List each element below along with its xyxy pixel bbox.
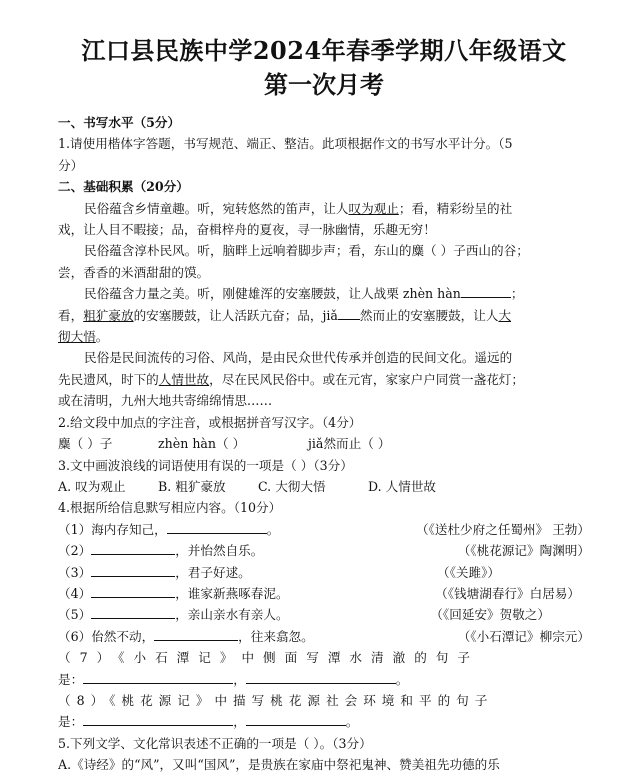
wavy-word-3b: 彻大悟 — [58, 329, 96, 345]
answer-blank[interactable] — [91, 542, 175, 555]
q3-option-c[interactable]: C. 大彻大悟 — [258, 478, 326, 494]
q2-option[interactable]: 麋（ ）子 — [58, 436, 113, 452]
passage-p2-line-1: 民俗蕴含淳朴民风。听，脑畔上远响着脚步声；看，东山的麋（ ）子西山的谷； — [84, 243, 529, 259]
q3-option-a[interactable]: A. 叹为观止 — [58, 478, 126, 494]
exam-title: 江口县民族中学2024年春季学期八年级语文 — [81, 36, 567, 65]
wavy-word-4: 人情世故 — [158, 371, 210, 387]
poem-source: （《送杜少府之任蜀州》 王勃） — [415, 521, 590, 537]
answer-blank[interactable] — [83, 671, 233, 684]
poem-source: （《小石潭记》柳宗元） — [457, 628, 590, 644]
passage-p3-line-1: 民俗蕴含力量之美。听，刚健雄浑的安塞腰鼓，让人战栗 zhèn hàn ； — [84, 286, 524, 302]
poem-item: （4） ，谁家新燕啄春泥。 （《钱塘湖春行》白居易） — [58, 583, 590, 604]
q4-7-line-2: 是： ， 。 — [58, 671, 409, 687]
answer-blank[interactable] — [91, 606, 175, 619]
answer-blank[interactable] — [461, 285, 511, 298]
q4-stem: 4.根据所给信息默写相应内容。（10分） — [58, 500, 282, 516]
q2-stem: 2.给文段中加点的字注音，或根据拼音写汉字。（4分） — [58, 414, 362, 430]
q2-options — [58, 433, 590, 454]
wavy-word-1: 叹为观止 — [348, 200, 399, 216]
poem-item: （3） ，君子好逑。 （《关雎》） — [58, 562, 590, 583]
answer-blank[interactable] — [246, 713, 346, 726]
q3-option-b[interactable]: B. 粗犷豪放 — [158, 478, 226, 494]
passage-p3-line-3: 彻大悟。 — [58, 329, 109, 345]
q5-option-a: A.《诗经》的“风”，又叫“国风”，是贵族在家庙中祭祀鬼神、赞美祖先功德的乐 — [58, 757, 500, 773]
q1-line-2: 分） — [58, 157, 84, 173]
passage-p4-line-3: 或在清明，九州大地共寄绵绵情思…… — [58, 393, 273, 409]
passage-p4-line-1: 民俗是民间流传的习俗、风尚，是由民众世代传承并创造的民间文化。遥远的 — [84, 350, 513, 366]
wavy-word-3a: 大 — [498, 307, 512, 323]
q4-8-line-2: 是： ， 。 — [58, 714, 359, 730]
poem-source: （《钱塘湖春行》白居易） — [435, 585, 580, 601]
answer-blank[interactable] — [91, 564, 175, 577]
poem-item: （2） ，并怡然自乐。 （《桃花源记》陶渊明） — [58, 540, 590, 561]
q3-option-d[interactable]: D. 人情世故 — [368, 478, 437, 494]
q1-line-1: 1.请使用楷体字答题，书写规范、端正、整洁。此项根据作文的书写水平计分。（5 — [58, 136, 513, 152]
answer-blank[interactable] — [246, 671, 396, 684]
q2-option[interactable]: zhèn hàn（ ） — [158, 436, 246, 452]
q4-7-line-1: （7）《小石潭记》中侧面写潭水清澈的句子 — [58, 650, 479, 666]
answer-blank[interactable] — [91, 585, 175, 598]
passage-p2-line-2: 尝，香香的米酒甜甜的馍。 — [58, 264, 210, 280]
passage-p1-line-2: 戏，让人目不暇接；品，奋楫梓舟的夏夜，寻一脉幽情，乐趣无穷！ — [58, 222, 436, 238]
q3-stem: 3.文中画波浪线的词语使用有误的一项是（ ）（3分） — [58, 457, 353, 473]
exam-subtitle: 第一次月考 — [264, 70, 384, 99]
passage-p1-line-1: 民俗蕴含乡情童趣。听，宛转悠然的笛声，让人叹为观止；看，精彩纷呈的社 — [84, 200, 513, 216]
section-1-heading: 一、书写水平（5分） — [58, 115, 181, 130]
poem-source: （《回延安》贺敬之） — [430, 607, 550, 623]
poem-item: （1）海内存知己， 。 （《送杜少府之任蜀州》 王勃） — [58, 519, 590, 540]
q5-stem: 5.下列文学、文化常识表述不正确的一项是（ ）。（3分） — [58, 735, 372, 751]
wavy-word-2: 粗犷豪放 — [83, 307, 134, 323]
poem-item: （5） ，亲山亲水有亲人。 （《回延安》贺敬之） — [58, 604, 590, 625]
q2-option[interactable]: jiǎ然而止（ ） — [308, 436, 391, 452]
answer-blank[interactable] — [338, 307, 360, 320]
poem-item: （6）佁然不动， ，往来翕忽。 （《小石潭记》柳宗元） — [58, 626, 590, 647]
passage-p3-line-2: 看，粗犷豪放的安塞腰鼓，让人活跃亢奋；品，jiǎ 然而止的安塞腰鼓，让人大 — [58, 307, 512, 323]
q3-options — [58, 476, 590, 497]
poem-source: （《桃花源记》陶渊明） — [457, 543, 590, 559]
answer-blank[interactable] — [154, 628, 238, 641]
passage-p4-line-2: 先民遗风，时下的人情世故，尽在民风民俗中。或在元宵，家家户户同赏一盏花灯； — [58, 371, 524, 387]
q4-8-line-1: （8）《桃花源记》中描写桃花源社会环境和平的句子 — [58, 692, 494, 708]
section-2-heading: 二、基础积累（20分） — [58, 179, 189, 195]
poem-source: （《关雎》） — [437, 564, 500, 580]
answer-blank[interactable] — [83, 713, 233, 726]
answer-blank[interactable] — [167, 521, 267, 534]
